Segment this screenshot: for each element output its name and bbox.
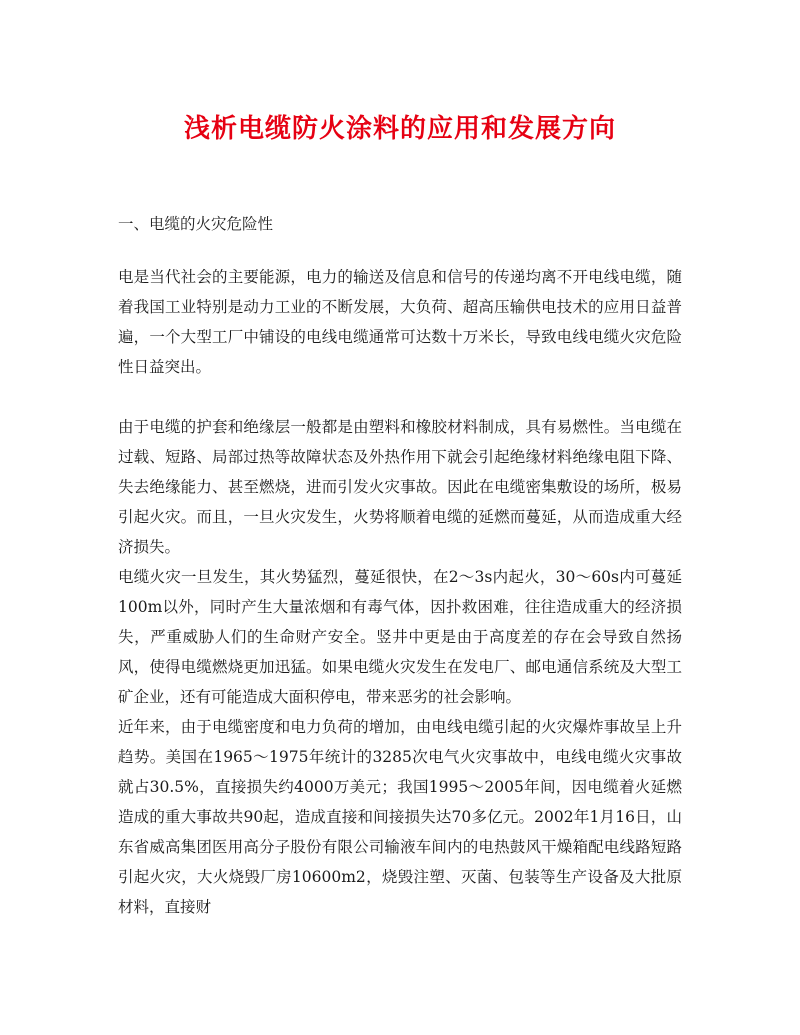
document-title: 浅析电缆防火涂料的应用和发展方向	[183, 114, 616, 144]
paragraph-3: 电缆火灾一旦发生，其火势猛烈，蔓延很快，在2～3s内起火，30～60s内可蔓延100m以外，同时产生大量浓烟和有毒气体，因扑救困难，往往造成重大的经济损失，严重威胁人们的生命财产安全。竖井中更是由于高度差的存在会导致自然扬风，使得电缆燃烧更加迅猛。如果电缆火灾发生在发电厂、邮电通信系统及大型工矿企业，还有可能造成大面积停电，带来恶劣的社会影响。	[118, 568, 682, 706]
paragraph-2: 由于电缆的护套和绝缘层一般都是由塑料和橡胶材料制成，具有易燃性。当电缆在过载、短路、局部过热等故障状态及外热作用下就会引起绝缘材料绝缘电阻下降、失去绝缘能力、甚至燃烧，进而引发火灾事故。因此在电缆密集敷设的场所，极易引起火灾。而且，一旦火灾发生，火势将顺着电缆的延燃而蔓延，从而造成重大经济损失。	[118, 418, 682, 556]
paragraph-1: 电是当代社会的主要能源，电力的输送及信息和信号的传递均离不开电线电缆，随着我国工业特别是动力工业的不断发展，大负荷、超高压输供电技术的应用日益普遍，一个大型工厂中铺设的电线电缆通常可达数十万米长，导致电线电缆火灾危险性日益突出。	[118, 268, 682, 376]
document-body	[118, 262, 682, 922]
section-heading: 一、电缆的火灾危险性	[118, 215, 274, 233]
paragraph-4: 近年来，由于电缆密度和电力负荷的增加，由电线电缆引起的火灾爆炸事故呈上升趋势。美国在1965～1975年统计的3285次电气火灾事故中，电线电缆火灾事故就占30.5%，直接损失约4000万美元；我国1995～2005年间，因电缆着火延燃造成的重大事故共90起，造成直接和间接损失达70多亿元。2002年1月16日，山东省威高集团医用高分子股份有限公司输液车间内的电热鼓风干燥箱配电线路短路引起火灾，大火烧毁厂房10600m2，烧毁注塑、灭菌、包装等生产设备及大批原材料，直接财	[118, 718, 682, 916]
